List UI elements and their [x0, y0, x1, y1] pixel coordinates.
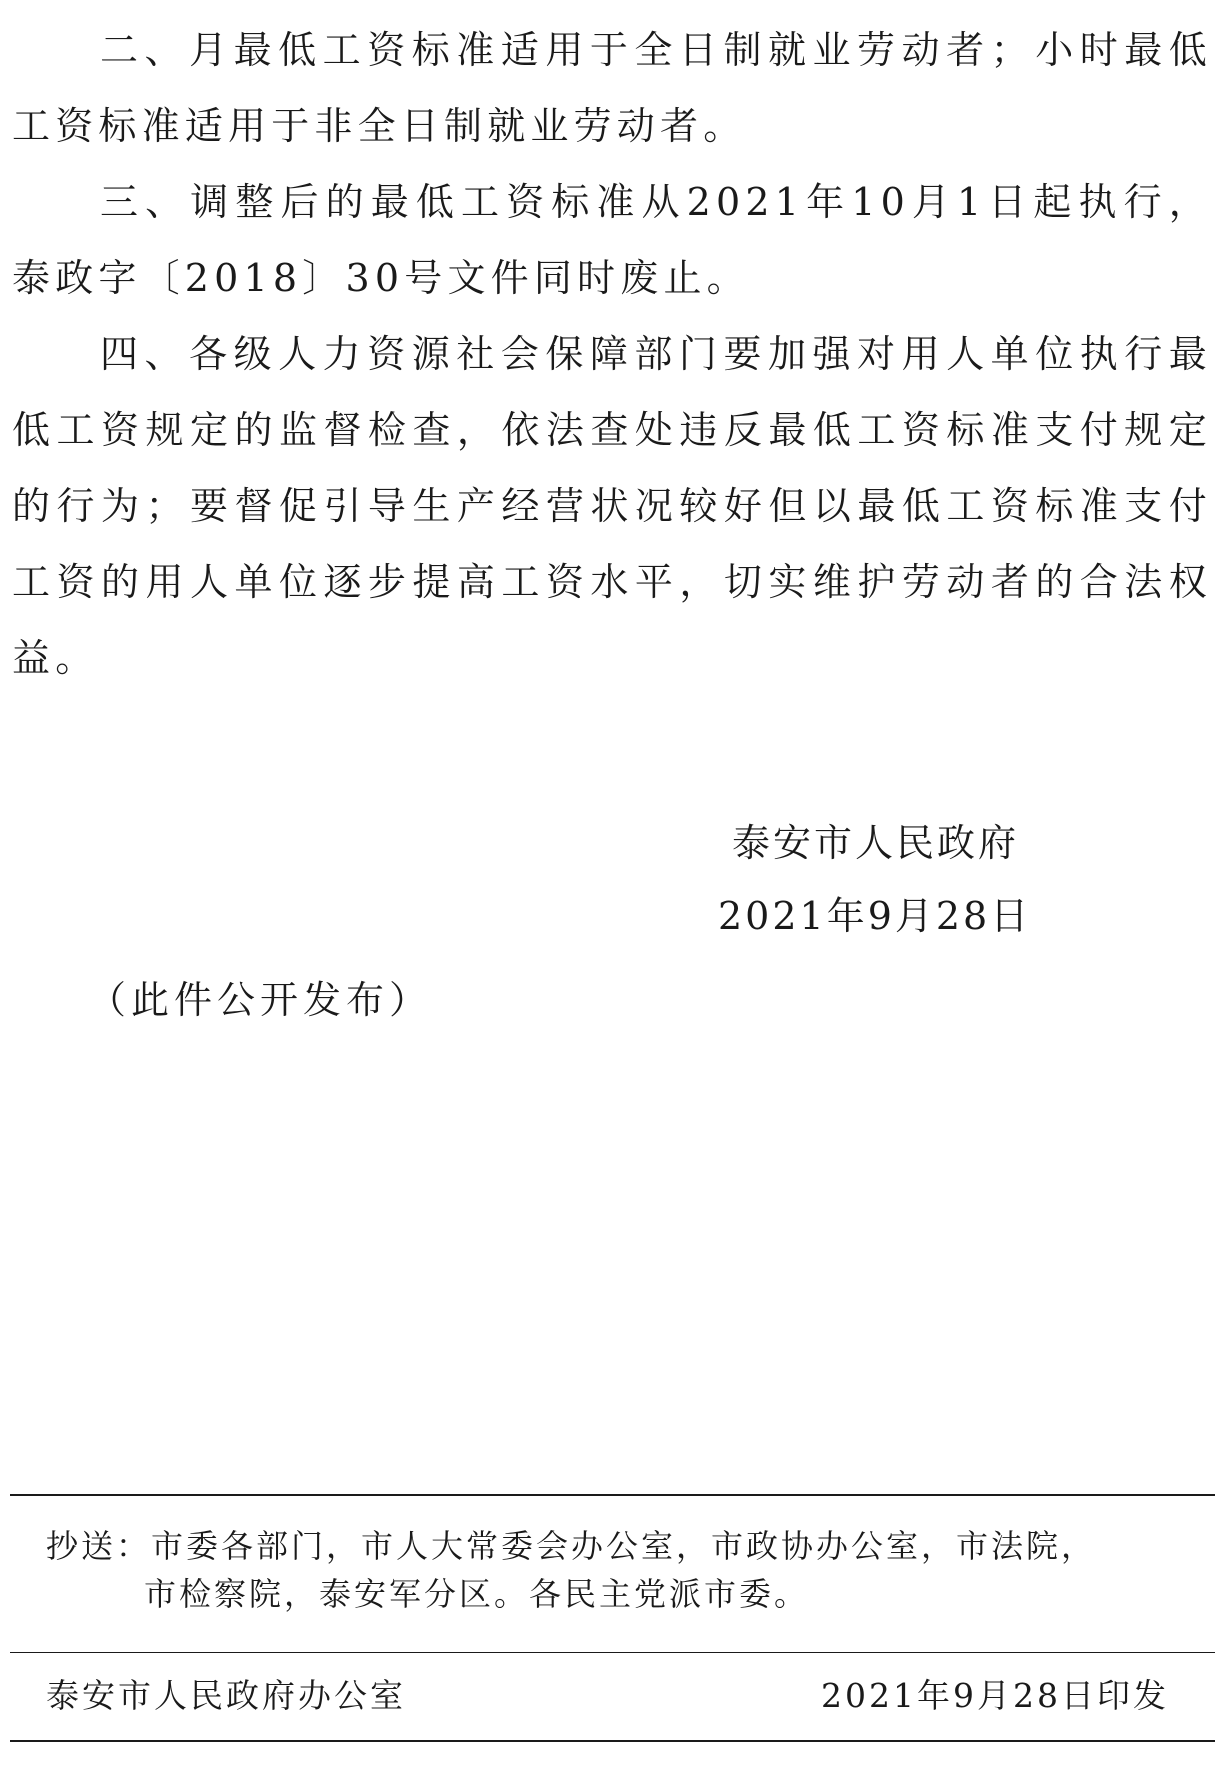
paragraph-2: 二、月最低工资标准适用于全日制就业劳动者；小时最低工资标准适用于非全日制就业劳动者。: [12, 28, 1212, 148]
footer-bottom-rule: [10, 1740, 1215, 1742]
footer-top-rule: [10, 1494, 1215, 1496]
issuing-office: 泰安市人民政府办公室: [46, 1676, 406, 1715]
cc-block: [46, 1522, 1096, 1618]
cc-line-1: 抄送：市委各部门，市人大常委会办公室，市政协办公室，市法院，: [46, 1527, 1097, 1565]
paragraph-3: 三、调整后的最低工资标准从2021年10月1日起执行，泰政字〔2018〕30号文件同时废止。: [12, 180, 1212, 300]
signature-date: 2021年9月28日: [718, 894, 1032, 938]
cc-line-2: 市检察院，泰安军分区。各民主党派市委。: [144, 1575, 810, 1613]
publish-note: （此件公开发布）: [88, 978, 433, 1022]
signature-org: 泰安市人民政府: [732, 821, 1020, 865]
paragraph-4: 四、各级人力资源社会保障部门要加强对用人单位执行最低工资规定的监督检查，依法查处违反最低工资标准支付规定的行为；要督促引导生产经营状况较好但以最低工资标准支付工资的用人单位逐步提高工资水平，切实维护劳动者的合法权益。: [12, 332, 1212, 680]
footer-mid-rule: [10, 1652, 1215, 1653]
issue-date: 2021年9月28日印发: [821, 1676, 1169, 1715]
body-text: [12, 12, 1212, 696]
